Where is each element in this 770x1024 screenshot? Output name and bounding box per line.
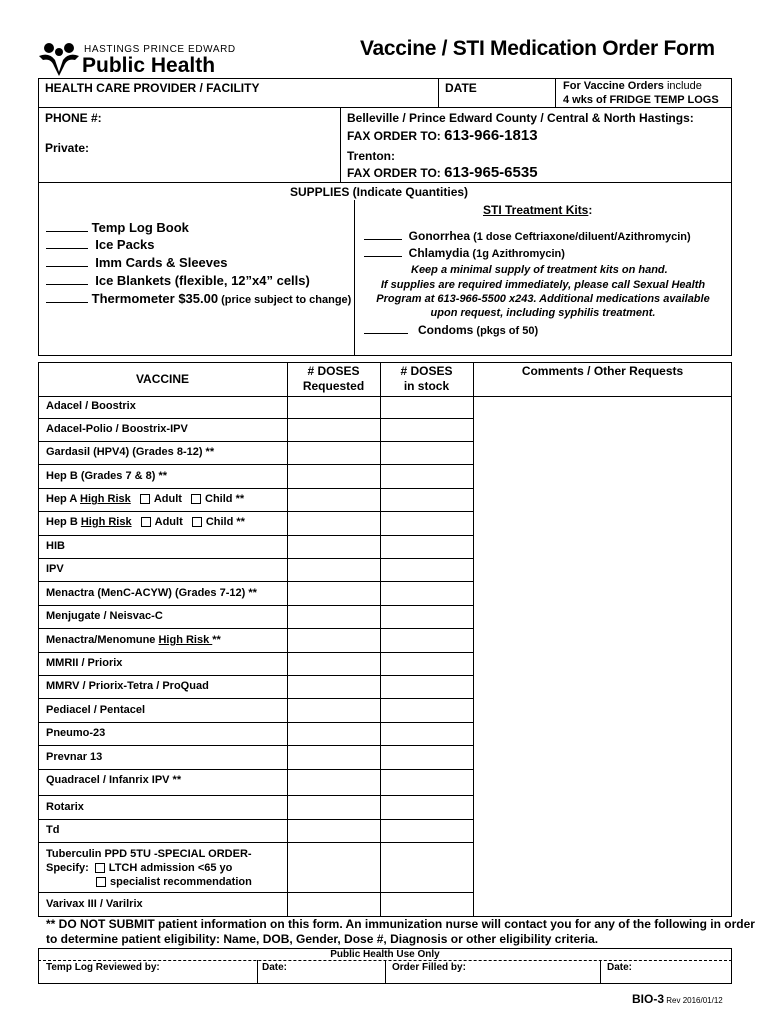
order-filled-label: Order Filled by: bbox=[392, 962, 466, 973]
supply-imm-cards: Imm Cards & Sleeves bbox=[46, 255, 227, 270]
fax-line-1: FAX ORDER TO: 613-966-1813 bbox=[347, 127, 538, 144]
vaccine-row: Prevnar 13 bbox=[46, 751, 103, 763]
vaccine-row-hep-a: Hep A High Risk Adult Child ** bbox=[46, 493, 245, 505]
sti-note-4: upon request, including syphilis treatment. bbox=[430, 307, 656, 319]
vaccine-row: MMRII / Priorix bbox=[46, 657, 123, 669]
vaccine-row: Menjugate / Neisvac-C bbox=[46, 610, 163, 622]
org-name-line2: Public Health bbox=[82, 54, 216, 77]
vaccine-row-menomune: Menactra/Menomune High Risk ** bbox=[46, 634, 221, 646]
provider-label: HEALTH CARE PROVIDER / FACILITY bbox=[45, 81, 260, 95]
phone-label: PHONE #: bbox=[45, 111, 102, 125]
sti-note-2: If supplies are required immediately, please call Sexual Health bbox=[380, 279, 706, 291]
sti-note-1: Keep a minimal supply of treatment kits on hand. bbox=[411, 264, 668, 276]
sti-gonorrhea: Gonorrhea (1 dose Ceftriaxone/diluent/Azithromycin) bbox=[364, 229, 691, 243]
sti-heading: STI Treatment Kits: bbox=[483, 203, 593, 217]
date-label: DATE bbox=[445, 81, 477, 95]
vaccine-row: Gardasil (HPV4) (Grades 8-12) ** bbox=[46, 446, 215, 458]
specialist-checkbox[interactable] bbox=[96, 877, 106, 887]
page-title: Vaccine / STI Medication Order Form bbox=[360, 37, 715, 60]
vaccine-row: Pediacel / Pentacel bbox=[46, 704, 146, 716]
sti-note-3: Program at 613-966-5500 x243. Additional medications available bbox=[376, 293, 710, 305]
vaccine-row: Varivax III / Varilrix bbox=[46, 898, 143, 910]
vaccine-row: Menactra (MenC-ACYW) (Grades 7-12) ** bbox=[46, 587, 257, 599]
fax-line-2: FAX ORDER TO: 613-965-6535 bbox=[347, 164, 538, 181]
vaccine-row: Pneumo-23 bbox=[46, 727, 106, 739]
trenton-label: Trenton: bbox=[347, 149, 395, 163]
adult-checkbox[interactable] bbox=[141, 517, 151, 527]
form-code: BIO-3 Rev 2016/01/12 bbox=[632, 992, 723, 1006]
sti-chlamydia: Chlamydia (1g Azithromycin) bbox=[364, 246, 565, 260]
private-label: Private: bbox=[45, 141, 90, 155]
supply-ice-blankets: Ice Blankets (flexible, 12”x4” cells) bbox=[46, 273, 310, 288]
logo bbox=[37, 42, 81, 76]
vaccine-row: HIB bbox=[46, 540, 65, 552]
vaccine-row: Td bbox=[46, 824, 60, 836]
vaccine-row: Rotarix bbox=[46, 801, 84, 813]
date-1-label: Date: bbox=[262, 962, 288, 973]
col-comments-header: Comments / Other Requests bbox=[521, 364, 684, 378]
supply-temp-log-book: Temp Log Book bbox=[46, 220, 189, 235]
org-name-line1: HASTINGS PRINCE EDWARD bbox=[84, 44, 236, 55]
adult-checkbox[interactable] bbox=[140, 494, 150, 504]
supply-thermometer: Thermometer $35.00 (price subject to change) bbox=[46, 291, 351, 306]
fridge-log-note: For Vaccine Orders include bbox=[563, 80, 702, 92]
sti-condoms: Condoms (pkgs of 50) bbox=[364, 323, 538, 337]
logo-figures-icon bbox=[37, 42, 81, 76]
date-2-label: Date: bbox=[607, 962, 633, 973]
vaccine-row-tuberculin: Tuberculin PPD 5TU -SPECIAL ORDER- Specify: LTCH admission <65 yo specialist recommendation bbox=[46, 848, 252, 888]
col-stock-header: # DOSES in stock bbox=[400, 364, 453, 393]
privacy-notice-line2: to determine patient eligibility: Name, DOB, Gender, Dose #, Diagnosis or other eligibility criteria. bbox=[46, 932, 599, 946]
child-checkbox[interactable] bbox=[191, 494, 201, 504]
supplies-heading: SUPPLIES (Indicate Quantities) bbox=[290, 185, 469, 199]
child-checkbox[interactable] bbox=[192, 517, 202, 527]
col-requested-header: # DOSES Requested bbox=[302, 364, 365, 393]
vaccine-row: Adacel-Polio / Boostrix-IPV bbox=[46, 423, 188, 435]
vaccine-row: MMRV / Priorix-Tetra / ProQuad bbox=[46, 680, 209, 692]
vaccine-row: Adacel / Boostrix bbox=[46, 400, 136, 412]
belleville-line: Belleville / Prince Edward County / Central & North Hastings: bbox=[347, 111, 694, 125]
temp-log-reviewed-label: Temp Log Reviewed by: bbox=[46, 962, 160, 973]
vaccine-row: IPV bbox=[46, 563, 64, 575]
vaccine-row: Quadracel / Infanrix IPV ** bbox=[46, 774, 182, 786]
fridge-log-note-line2: 4 wks of FRIDGE TEMP LOGS bbox=[563, 94, 719, 106]
ltch-checkbox[interactable] bbox=[95, 863, 105, 873]
col-vaccine-header: VACCINE bbox=[135, 372, 190, 386]
privacy-notice: ** DO NOT SUBMIT patient information on this form. An immunization nurse will contact you for any of the following in order bbox=[46, 917, 755, 931]
vaccine-row-hep-b: Hep B High Risk Adult Child ** bbox=[46, 516, 245, 528]
public-health-use-label: Public Health Use Only bbox=[330, 949, 440, 960]
supply-ice-packs: Ice Packs bbox=[46, 237, 155, 252]
vaccine-row: Hep B (Grades 7 & 8) ** bbox=[46, 470, 168, 482]
